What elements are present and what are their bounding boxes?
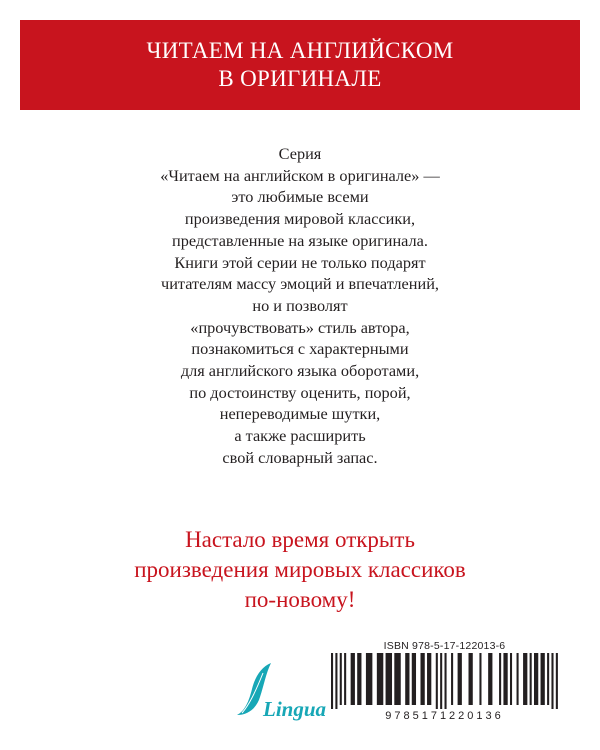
barcode-bar — [386, 653, 392, 705]
description-line: свой словарный запас. — [222, 447, 378, 467]
description-line: для английского языка оборотами, — [180, 361, 420, 381]
barcode-bar — [510, 653, 512, 705]
barcode-bar — [366, 653, 372, 705]
barcode-bar — [351, 653, 355, 705]
feather-quill-icon — [233, 663, 327, 725]
barcode-bar — [440, 653, 442, 709]
slogan — [20, 525, 580, 615]
description-line: а также расширить — [234, 426, 366, 446]
barcode-bar — [458, 653, 462, 705]
barcode-bar — [427, 653, 431, 705]
barcode-bar — [488, 653, 492, 705]
book-back-cover — [20, 20, 580, 730]
barcode-bar — [556, 653, 558, 709]
barcode-bar — [541, 653, 545, 705]
isbn-label: ISBN 978-5-17-122013-6 — [383, 640, 506, 652]
barcode-bar — [420, 653, 424, 705]
barcode-bar — [499, 653, 501, 705]
description-line: Серия — [278, 144, 322, 163]
slogan-line-3: по-новому! — [244, 587, 356, 612]
barcode-bar — [445, 653, 447, 709]
description-line: читателям массу эмоций и впечатлений, — [161, 274, 439, 294]
description-line: «Читаем на английском в оригинале» — — [160, 165, 440, 185]
barcode-bar — [551, 653, 553, 709]
barcode-bar — [357, 653, 361, 705]
barcode-bar — [479, 653, 481, 705]
barcode-bar — [534, 653, 538, 705]
description-line: «прочувствовать» стиль автора, — [190, 317, 410, 337]
barcode-icon — [313, 653, 576, 709]
barcode-bar — [530, 653, 532, 705]
barcode-bar — [547, 653, 549, 705]
description-line: по достоинству оценить, порой, — [189, 382, 411, 402]
barcode-bar — [503, 653, 507, 705]
barcode-bar — [340, 653, 342, 705]
barcode-bar — [335, 653, 337, 709]
description-line: произведения мировой классики, — [184, 209, 416, 229]
barcode-bar — [523, 653, 527, 705]
series-title-line-1: ЧИТАЕМ НА АНГЛИЙСКОМ — [146, 38, 454, 63]
barcode-bar — [394, 653, 400, 705]
barcode-bar — [377, 653, 383, 705]
barcode-bar — [517, 653, 519, 705]
description-line: непереводимые шутки, — [219, 404, 381, 424]
series-title-line-2: В ОРИГИНАЛЕ — [218, 66, 382, 91]
description-line: это любимые всеми — [231, 187, 369, 207]
barcode-bar — [451, 653, 453, 705]
barcode-digits: 9785171220136 — [385, 710, 504, 722]
publisher-logo — [233, 663, 327, 725]
series-title-banner — [20, 20, 580, 110]
description-line: представленные на языке оригинала. — [172, 230, 428, 250]
description-line: но и позволят — [252, 295, 348, 315]
barcode-bar — [469, 653, 473, 705]
slogan-line-1: Настало время открыть — [185, 527, 415, 552]
publisher-logo-text: Lingua — [263, 697, 327, 721]
barcode-bar — [436, 653, 438, 709]
series-description — [20, 143, 580, 469]
slogan-line-2: произведения мировых классиков — [134, 557, 466, 582]
barcode-block — [313, 640, 576, 724]
description-line: познакомиться с характерными — [191, 339, 409, 359]
description-line: Книги этой серии не только подарят — [174, 252, 426, 272]
barcode-bar — [412, 653, 416, 705]
barcode-bar — [331, 653, 333, 709]
barcode-bar — [405, 653, 409, 705]
barcode-bar — [344, 653, 346, 705]
